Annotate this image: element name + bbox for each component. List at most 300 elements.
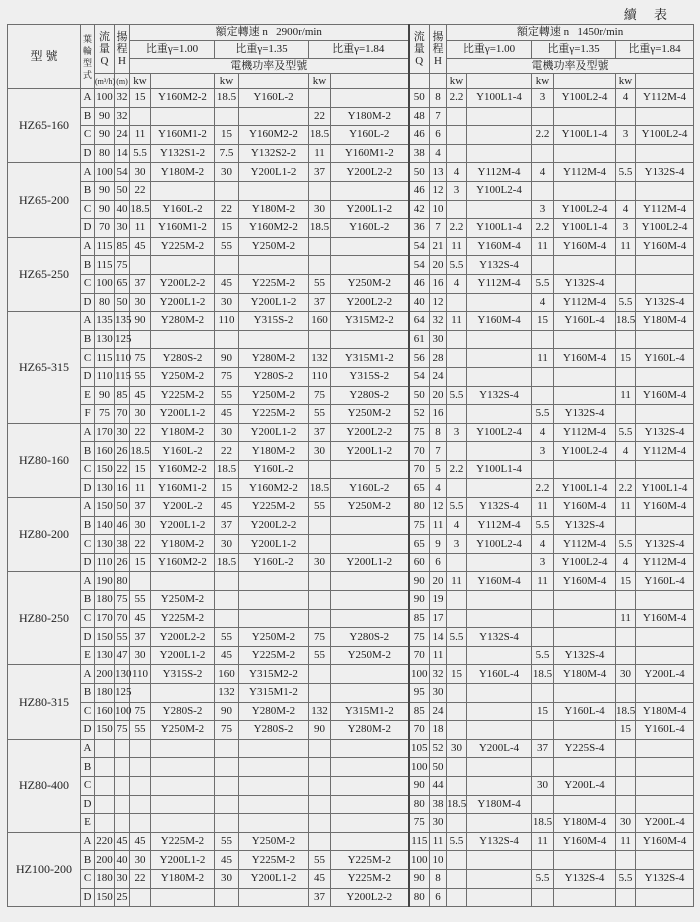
cell-15: 18.5 (532, 665, 554, 684)
cell-8 (309, 535, 331, 554)
table-row (8, 646, 694, 665)
cell-15: 3 (532, 442, 554, 461)
cell-11: 54 (409, 367, 430, 386)
cell-2: 115 (95, 256, 115, 275)
cell-5: Y200L1-2 (151, 293, 215, 312)
cell-7: Y160M2-2 (239, 126, 309, 145)
cell-13 (447, 851, 467, 870)
cell-13 (447, 553, 467, 572)
cell-13: 4 (447, 516, 467, 535)
cell-16: Y112M-4 (554, 423, 616, 442)
cell-5 (151, 256, 215, 275)
cell-3 (115, 776, 130, 795)
cell-5: Y280S-2 (151, 702, 215, 721)
cell-18 (636, 646, 694, 665)
cell-5 (151, 572, 215, 591)
table-row (8, 330, 694, 349)
cell-8: 37 (309, 423, 331, 442)
cell-17: 15 (616, 349, 636, 368)
cell-7: Y200L1-2 (239, 423, 309, 442)
cell-16 (554, 851, 616, 870)
cell-7: Y200L1-2 (239, 535, 309, 554)
head-header-2: 揚程 H (430, 25, 447, 74)
cell-18: Y112M-4 (636, 200, 694, 219)
cell-8: 110 (309, 367, 331, 386)
cell-18 (636, 144, 694, 163)
cell-15: 2.2 (532, 479, 554, 498)
cell-1: A (81, 832, 95, 851)
cell-14: Y132S-4 (467, 386, 532, 405)
cell-16: Y132S-4 (554, 516, 616, 535)
cell-1: D (81, 367, 95, 386)
cell-13: 5.5 (447, 256, 467, 275)
cell-4: 30 (130, 646, 151, 665)
cell-13: 11 (447, 237, 467, 256)
cell-1: F (81, 405, 95, 424)
cell-1: E (81, 386, 95, 405)
cell-11: 100 (409, 665, 430, 684)
cell-2: 100 (95, 274, 115, 293)
cell-15: 37 (532, 739, 554, 758)
table-row (8, 163, 694, 182)
cell-14 (467, 479, 532, 498)
cell-6: 90 (215, 349, 239, 368)
cell-8 (309, 609, 331, 628)
table-row (8, 869, 694, 888)
cell-7: Y160M2-2 (239, 219, 309, 238)
cell-11: 56 (409, 349, 430, 368)
cell-17: 5.5 (616, 535, 636, 554)
cell-16: Y200L-4 (554, 776, 616, 795)
cell-17: 11 (616, 386, 636, 405)
cell-2: 180 (95, 684, 115, 703)
cell-5: Y160M1-2 (151, 479, 215, 498)
cell-15 (532, 367, 554, 386)
cell-15: 3 (532, 89, 554, 108)
cell-4: 45 (130, 832, 151, 851)
cell-12: 9 (430, 535, 447, 554)
cell-15 (532, 144, 554, 163)
kw-header: kw (532, 74, 554, 89)
cell-3: 50 (115, 293, 130, 312)
cell-6 (215, 572, 239, 591)
cell-1: A (81, 237, 95, 256)
cell-4: 5.5 (130, 144, 151, 163)
cell-18 (636, 516, 694, 535)
cell-9: Y280M-2 (331, 721, 409, 740)
cell-6: 45 (215, 646, 239, 665)
cell-16 (554, 386, 616, 405)
cell-9 (331, 609, 409, 628)
cell-1: A (81, 423, 95, 442)
cell-7: Y280M-2 (239, 702, 309, 721)
cell-3: 65 (115, 274, 130, 293)
cell-9 (331, 684, 409, 703)
cell-7: Y180M-2 (239, 442, 309, 461)
cell-8 (309, 516, 331, 535)
cell-13 (447, 367, 467, 386)
cell-9: Y315S-2 (331, 367, 409, 386)
cell-4 (130, 758, 151, 777)
cell-6: 90 (215, 702, 239, 721)
cell-1: E (81, 646, 95, 665)
cell-6: 18.5 (215, 553, 239, 572)
cell-18: Y132S-4 (636, 163, 694, 182)
cell-13: 2.2 (447, 89, 467, 108)
flow-header (95, 25, 115, 74)
cell-3: 135 (115, 312, 130, 331)
cell-7: Y160L-2 (239, 553, 309, 572)
cell-3 (115, 758, 130, 777)
cell-15: 11 (532, 349, 554, 368)
cell-16 (554, 758, 616, 777)
gravity-184-header: 比重γ=1.84 (309, 41, 409, 59)
gravity-135-header: 比重γ=1.35 (215, 41, 309, 59)
cell-4 (130, 739, 151, 758)
cell-8: 75 (309, 386, 331, 405)
cell-2: 150 (95, 888, 115, 907)
cell-6 (215, 256, 239, 275)
table-row (8, 628, 694, 647)
cell-13: 3 (447, 181, 467, 200)
cell-7: Y160L-2 (239, 89, 309, 108)
cell-16: Y160L-4 (554, 702, 616, 721)
cell-1: B (81, 442, 95, 461)
cell-7: Y160L-2 (239, 460, 309, 479)
cell-16: Y100L2-4 (554, 442, 616, 461)
cell-2 (95, 814, 115, 833)
cell-15: 5.5 (532, 646, 554, 665)
table-row (8, 423, 694, 442)
cell-9: Y160L-2 (331, 479, 409, 498)
cell-6: 22 (215, 442, 239, 461)
cell-6: 45 (215, 498, 239, 517)
cell-18: Y112M-4 (636, 89, 694, 108)
cell-16 (554, 721, 616, 740)
cell-12: 10 (430, 200, 447, 219)
cell-16: Y100L2-4 (554, 200, 616, 219)
cell-11: 80 (409, 498, 430, 517)
cell-18 (636, 330, 694, 349)
impeller-header: 葉輪型式 (81, 25, 95, 89)
cell-6: 55 (215, 832, 239, 851)
cell-3: 115 (115, 367, 130, 386)
cell-14 (467, 702, 532, 721)
table-row (8, 349, 694, 368)
cell-5 (151, 758, 215, 777)
motor-header: 電機功率及型號 (130, 59, 409, 74)
cell-7 (239, 591, 309, 610)
model-cell: HZ100-200 (8, 832, 81, 906)
cell-1: D (81, 795, 95, 814)
cell-18: Y200L-4 (636, 665, 694, 684)
cell-16: Y160M-4 (554, 498, 616, 517)
cell-16 (554, 460, 616, 479)
cell-7: Y250M-2 (239, 628, 309, 647)
table-row (8, 460, 694, 479)
cell-4: 45 (130, 609, 151, 628)
cell-7: Y180M-2 (239, 200, 309, 219)
cell-4: 37 (130, 628, 151, 647)
cell-15 (532, 851, 554, 870)
cell-3: 130 (115, 665, 130, 684)
cell-1: B (81, 256, 95, 275)
cell-4: 37 (130, 498, 151, 517)
cell-8 (309, 684, 331, 703)
cell-3: 46 (115, 516, 130, 535)
cell-5: Y160M2-2 (151, 89, 215, 108)
cell-11: 61 (409, 330, 430, 349)
cell-2: 150 (95, 721, 115, 740)
cell-13 (447, 126, 467, 145)
cell-15: 11 (532, 237, 554, 256)
cell-12: 8 (430, 423, 447, 442)
cell-13 (447, 293, 467, 312)
cell-16 (554, 888, 616, 907)
cell-11: 65 (409, 535, 430, 554)
cell-14 (467, 144, 532, 163)
cell-8 (309, 758, 331, 777)
cell-16: Y100L1-4 (554, 219, 616, 238)
cell-2: 220 (95, 832, 115, 851)
cell-8: 22 (309, 107, 331, 126)
cell-14 (467, 609, 532, 628)
cell-4: 22 (130, 423, 151, 442)
cell-2 (95, 795, 115, 814)
cell-9: Y250M-2 (331, 646, 409, 665)
cell-2: 160 (95, 442, 115, 461)
cell-5: Y250M-2 (151, 721, 215, 740)
cell-16: Y100L1-4 (554, 126, 616, 145)
cell-15 (532, 181, 554, 200)
cell-6: 15 (215, 126, 239, 145)
cell-11: 90 (409, 776, 430, 795)
head-header (115, 25, 130, 74)
table-row (8, 684, 694, 703)
model-cell: HZ65-200 (8, 163, 81, 237)
model-cell: HZ65-315 (8, 312, 81, 424)
cell-18 (636, 739, 694, 758)
cell-2: 100 (95, 163, 115, 182)
type-header: 型 號 (8, 25, 81, 89)
cell-13 (447, 721, 467, 740)
cell-2: 130 (95, 646, 115, 665)
cell-17: 11 (616, 498, 636, 517)
cell-17: 30 (616, 814, 636, 833)
table-row (8, 293, 694, 312)
cell-18: Y200L-4 (636, 814, 694, 833)
cell-14 (467, 758, 532, 777)
cell-5: Y160M2-2 (151, 553, 215, 572)
cell-8: 18.5 (309, 126, 331, 145)
cell-11: 48 (409, 107, 430, 126)
cell-16 (554, 591, 616, 610)
cell-13 (447, 442, 467, 461)
cell-14 (467, 126, 532, 145)
cell-2 (95, 758, 115, 777)
cell-1: A (81, 163, 95, 182)
cell-15: 11 (532, 498, 554, 517)
cell-7: Y250M-2 (239, 386, 309, 405)
cell-2: 110 (95, 367, 115, 386)
cell-16 (554, 795, 616, 814)
cell-4: 11 (130, 479, 151, 498)
cell-17: 4 (616, 200, 636, 219)
cell-3: 50 (115, 498, 130, 517)
cell-3: 85 (115, 386, 130, 405)
cell-12: 30 (430, 684, 447, 703)
cell-13 (447, 702, 467, 721)
cell-12: 24 (430, 702, 447, 721)
cell-9 (331, 237, 409, 256)
cell-15 (532, 888, 554, 907)
cell-4: 90 (130, 312, 151, 331)
cell-15 (532, 330, 554, 349)
cell-15 (532, 795, 554, 814)
cell-3: 125 (115, 330, 130, 349)
cell-18: Y160L-4 (636, 721, 694, 740)
cell-18 (636, 107, 694, 126)
cell-4 (130, 107, 151, 126)
continued-label: 續 表 (623, 7, 674, 22)
cell-11: 65 (409, 479, 430, 498)
cell-7: Y200L2-2 (239, 516, 309, 535)
cell-2: 70 (95, 219, 115, 238)
cell-16: Y132S-4 (554, 869, 616, 888)
cell-2: 160 (95, 702, 115, 721)
cell-9: Y250M-2 (331, 274, 409, 293)
speed-2900-header: 額定轉速 n 2900r/min (130, 25, 409, 41)
cell-14: Y100L2-4 (467, 535, 532, 554)
gravity-135-header-2: 比重γ=1.35 (532, 41, 616, 59)
cell-14 (467, 330, 532, 349)
cell-11: 50 (409, 89, 430, 108)
cell-4 (130, 795, 151, 814)
table-row (8, 776, 694, 795)
table-row (8, 256, 694, 275)
cell-18 (636, 628, 694, 647)
cell-18: Y100L2-4 (636, 219, 694, 238)
cell-6 (215, 591, 239, 610)
table-row (8, 479, 694, 498)
cell-17: 2.2 (616, 479, 636, 498)
cell-7: Y315S-2 (239, 312, 309, 331)
cell-9 (331, 460, 409, 479)
cell-2: 180 (95, 869, 115, 888)
motor-header-2: 電機功率及型號 (447, 59, 694, 74)
cell-14 (467, 721, 532, 740)
cell-4 (130, 256, 151, 275)
cell-4: 22 (130, 869, 151, 888)
cell-3: 75 (115, 591, 130, 610)
cell-6 (215, 609, 239, 628)
cell-5 (151, 795, 215, 814)
cell-16: Y132S-4 (554, 405, 616, 424)
cell-7: Y225M-2 (239, 274, 309, 293)
cell-1: E (81, 814, 95, 833)
cell-14 (467, 776, 532, 795)
cell-4: 30 (130, 851, 151, 870)
cell-1: D (81, 888, 95, 907)
cell-6 (215, 758, 239, 777)
cell-12: 38 (430, 795, 447, 814)
cell-1: C (81, 609, 95, 628)
cell-4: 18.5 (130, 442, 151, 461)
table-row (8, 702, 694, 721)
cell-8 (309, 739, 331, 758)
cell-12: 12 (430, 181, 447, 200)
cell-6: 110 (215, 312, 239, 331)
cell-2: 75 (95, 405, 115, 424)
table-row (8, 832, 694, 851)
cell-7 (239, 330, 309, 349)
cell-15: 2.2 (532, 219, 554, 238)
table-row (8, 181, 694, 200)
cell-12: 7 (430, 442, 447, 461)
cell-6: 18.5 (215, 89, 239, 108)
cell-12: 28 (430, 349, 447, 368)
table-row (8, 89, 694, 108)
cell-13 (447, 107, 467, 126)
cell-6 (215, 795, 239, 814)
cell-12: 32 (430, 312, 447, 331)
cell-14: Y132S-4 (467, 256, 532, 275)
cell-15 (532, 721, 554, 740)
cell-2 (95, 739, 115, 758)
cell-3: 30 (115, 219, 130, 238)
cell-8: 55 (309, 405, 331, 424)
table-row (8, 795, 694, 814)
cell-3 (115, 739, 130, 758)
cell-15 (532, 758, 554, 777)
cell-3: 70 (115, 405, 130, 424)
cell-9: Y225M-2 (331, 869, 409, 888)
cell-11: 100 (409, 851, 430, 870)
cell-4 (130, 888, 151, 907)
cell-12: 19 (430, 591, 447, 610)
cell-1: A (81, 572, 95, 591)
cell-17 (616, 776, 636, 795)
cell-15 (532, 386, 554, 405)
cell-5 (151, 739, 215, 758)
cell-8: 30 (309, 200, 331, 219)
cell-18 (636, 851, 694, 870)
cell-13 (447, 869, 467, 888)
cell-4: 15 (130, 89, 151, 108)
cell-16: Y160M-4 (554, 832, 616, 851)
cell-9: Y315M1-2 (331, 702, 409, 721)
cell-9: Y160L-2 (331, 219, 409, 238)
cell-2: 90 (95, 200, 115, 219)
cell-11: 115 (409, 832, 430, 851)
cell-2: 90 (95, 126, 115, 145)
cell-6: 75 (215, 367, 239, 386)
cell-17 (616, 330, 636, 349)
cell-15 (532, 684, 554, 703)
cell-12: 18 (430, 721, 447, 740)
cell-5: Y280S-2 (151, 349, 215, 368)
cell-12: 30 (430, 814, 447, 833)
cell-17 (616, 739, 636, 758)
cell-4: 45 (130, 237, 151, 256)
cell-18: Y132S-4 (636, 423, 694, 442)
cell-9 (331, 516, 409, 535)
cell-14 (467, 349, 532, 368)
cell-11: 36 (409, 219, 430, 238)
table-row (8, 219, 694, 238)
cell-17: 30 (616, 665, 636, 684)
cell-14 (467, 646, 532, 665)
